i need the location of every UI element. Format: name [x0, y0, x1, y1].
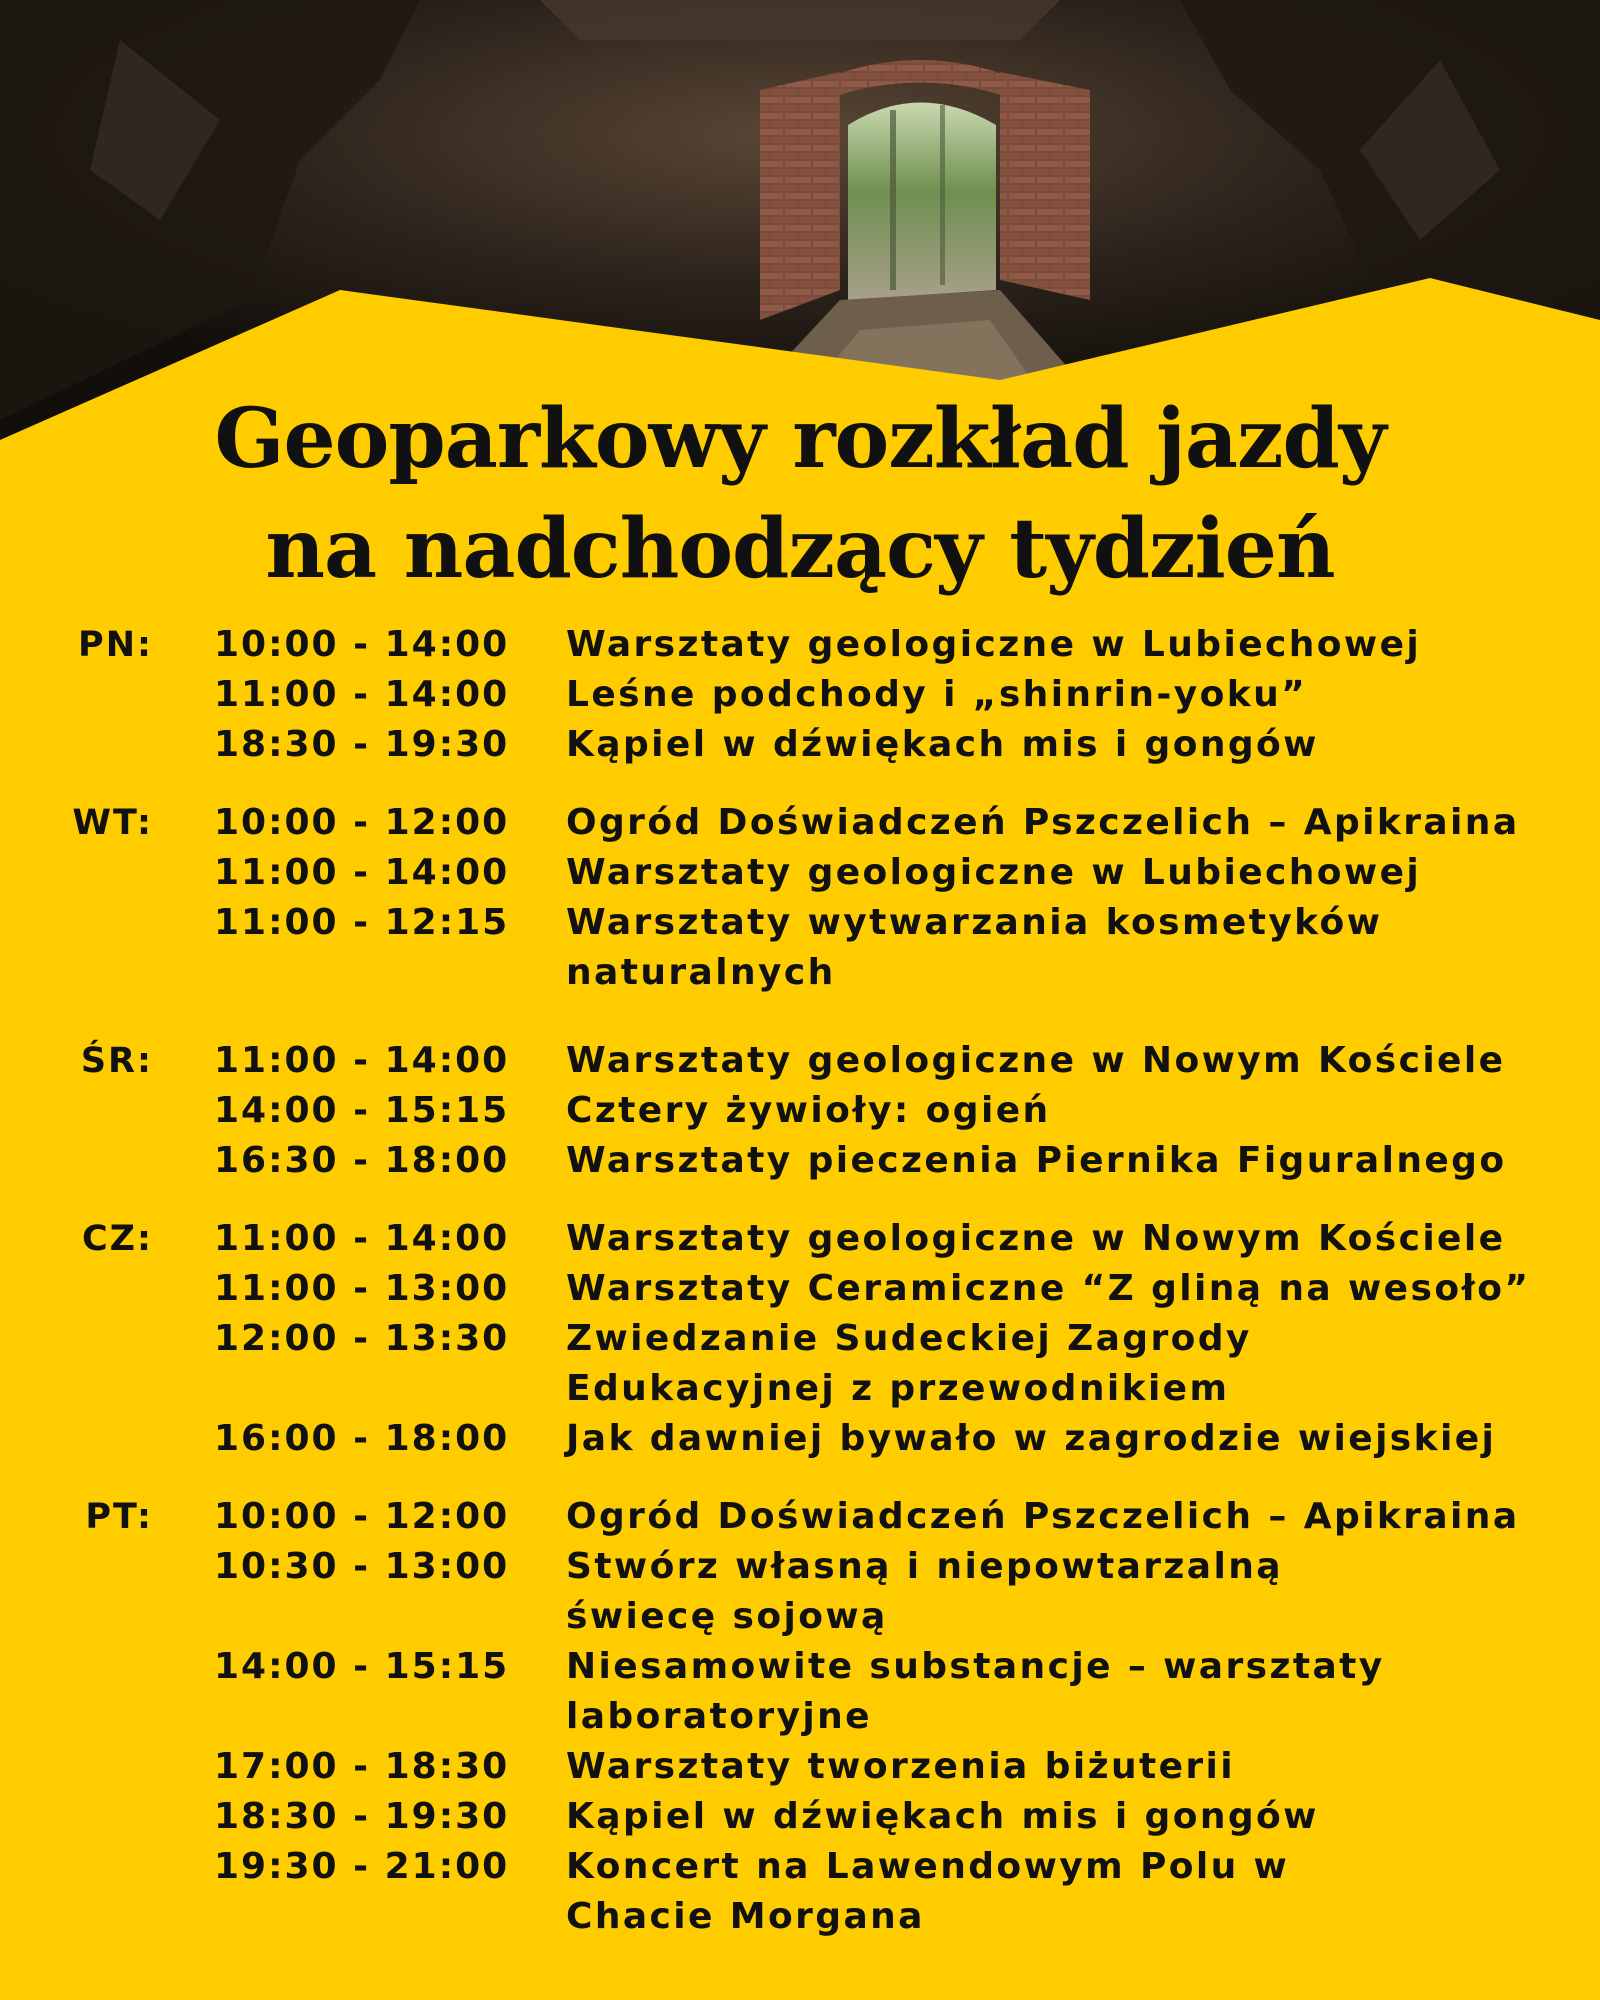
event-time: 11:00 - 14:00: [214, 1040, 510, 1081]
schedule-row: [0, 720, 1600, 770]
event-title: Ogród Doświadczeń Pszczelich – Apikraina: [566, 1496, 1520, 1537]
event-title: Warsztaty wytwarzania kosmetyków naturalnych: [566, 902, 1383, 993]
event-title: Kąpiel w dźwiękach mis i gongów: [566, 724, 1319, 765]
event-title: Warsztaty geologiczne w Lubiechowej: [566, 624, 1422, 665]
schedule-row: [0, 1264, 1600, 1314]
event-title: Leśne podchody i „shinrin-yoku”: [566, 674, 1308, 715]
schedule-row: [0, 1036, 1600, 1086]
event-title: Stwórz własną i niepowtarzalną świecę sojową: [566, 1546, 1283, 1637]
day-label: WT:: [72, 803, 153, 843]
day-block-monday: [0, 620, 1600, 770]
event-time: 16:30 - 18:00: [214, 1140, 510, 1181]
event-title: Cztery żywioły: ogień: [566, 1090, 1051, 1131]
event-time: 11:00 - 14:00: [214, 852, 510, 893]
event-time: 18:30 - 19:30: [214, 724, 510, 765]
event-title: Warsztaty geologiczne w Nowym Kościele: [566, 1218, 1506, 1259]
event-time: 18:30 - 19:30: [214, 1796, 510, 1837]
title-line-2: na nadchodzący tydzień: [265, 501, 1335, 597]
page-title: [0, 384, 1600, 604]
schedule-row: [0, 620, 1600, 670]
event-time: 17:00 - 18:30: [214, 1746, 510, 1787]
event-title: Warsztaty Ceramiczne “Z gliną na wesoło”: [566, 1268, 1531, 1309]
day-label: CZ:: [81, 1219, 153, 1259]
event-time: 19:30 - 21:00: [214, 1846, 510, 1887]
event-time: 11:00 - 12:15: [214, 902, 510, 943]
event-time: 10:00 - 12:00: [214, 802, 510, 843]
event-time: 11:00 - 14:00: [214, 1218, 510, 1259]
schedule-row: [0, 848, 1600, 898]
event-time: 11:00 - 13:00: [214, 1268, 510, 1309]
schedule-row: [0, 1792, 1600, 1842]
day-label: ŚR:: [80, 1041, 153, 1081]
event-title: Warsztaty geologiczne w Lubiechowej: [566, 852, 1422, 893]
event-title: Warsztaty pieczenia Piernika Figuralnego: [566, 1140, 1507, 1181]
schedule-row: [0, 1414, 1600, 1464]
event-time: 14:00 - 15:15: [214, 1090, 510, 1131]
schedule-row: [0, 1642, 1600, 1742]
day-label: PN:: [78, 625, 153, 665]
event-title: Kąpiel w dźwiękach mis i gongów: [566, 1796, 1319, 1837]
event-time: 10:00 - 14:00: [214, 624, 510, 665]
day-block-tuesday: [0, 798, 1600, 998]
schedule-row: [0, 670, 1600, 720]
schedule-row: [0, 1492, 1600, 1542]
schedule-row: [0, 1086, 1600, 1136]
day-block-thursday: [0, 1214, 1600, 1464]
event-title: Ogród Doświadczeń Pszczelich – Apikraina: [566, 802, 1520, 843]
title-line-1: Geoparkowy rozkład jazdy: [214, 391, 1386, 487]
day-block-friday: [0, 1492, 1600, 1942]
event-time: 10:00 - 12:00: [214, 1496, 510, 1537]
event-title: Zwiedzanie Sudeckiej Zagrody Edukacyjnej z przewodnikiem: [566, 1318, 1252, 1409]
cave-tunnel-illustration: [0, 0, 1600, 450]
event-time: 12:00 - 13:30: [214, 1318, 510, 1359]
schedule-row: [0, 1542, 1600, 1642]
event-title: Jak dawniej bywało w zagrodzie wiejskiej: [566, 1418, 1497, 1459]
event-title: Niesamowite substancje – warsztaty laboratoryjne: [566, 1646, 1385, 1737]
event-title: Warsztaty tworzenia biżuterii: [566, 1746, 1236, 1787]
event-title: Koncert na Lawendowym Polu w Chacie Morgana: [566, 1846, 1290, 1937]
schedule-row: [0, 1742, 1600, 1792]
event-time: 10:30 - 13:00: [214, 1546, 510, 1587]
schedule-row: [0, 1842, 1600, 1942]
event-time: 16:00 - 18:00: [214, 1418, 510, 1459]
weekly-schedule: [0, 620, 1600, 1942]
event-title: Warsztaty geologiczne w Nowym Kościele: [566, 1040, 1506, 1081]
schedule-row: [0, 898, 1600, 998]
day-block-wednesday: [0, 1036, 1600, 1186]
schedule-row: [0, 1314, 1600, 1414]
day-label: PT:: [85, 1497, 153, 1537]
event-time: 14:00 - 15:15: [214, 1646, 510, 1687]
schedule-row: [0, 798, 1600, 848]
schedule-row: [0, 1214, 1600, 1264]
event-time: 11:00 - 14:00: [214, 674, 510, 715]
header-photo-cave-tunnel: [0, 0, 1600, 450]
schedule-row: [0, 1136, 1600, 1186]
